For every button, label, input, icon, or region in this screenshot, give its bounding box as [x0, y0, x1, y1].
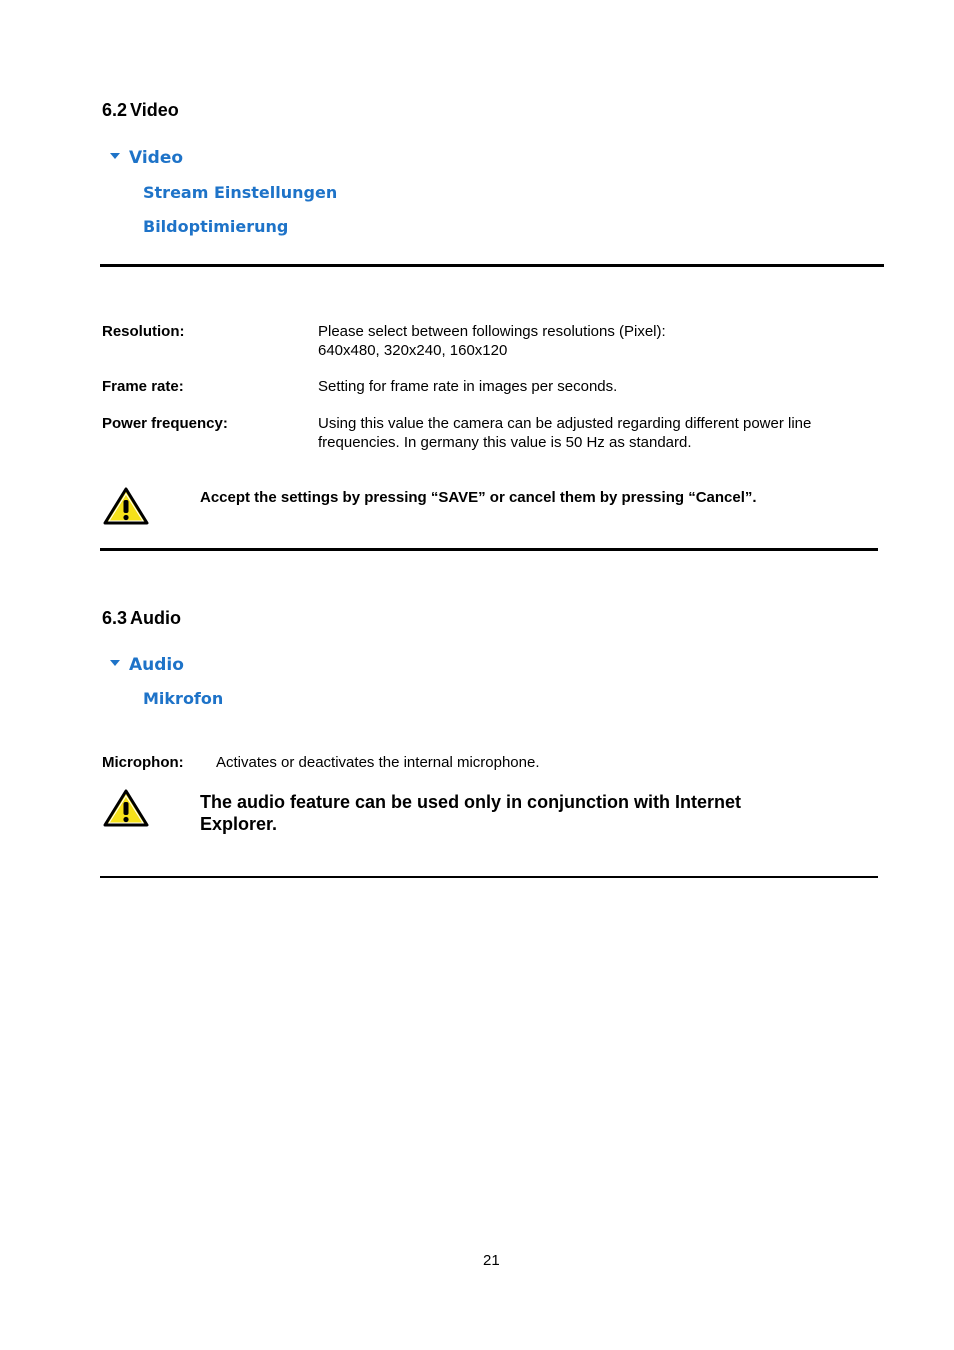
row-desc-microphon: Activates or deactivates the internal microphone. — [216, 754, 540, 771]
chevron-down-icon — [110, 660, 120, 666]
desc-line: Using this value the camera can be adjusted regarding different power line — [318, 415, 812, 432]
menu-audio-label: Audio — [129, 655, 184, 675]
section-number: 6.3 — [102, 608, 128, 628]
row-desc-resolution — [318, 322, 666, 360]
warning-triangle-icon — [103, 789, 149, 827]
menu-item-stream-einstellungen[interactable]: Stream Einstellungen — [143, 183, 338, 202]
section-heading-audio — [102, 608, 181, 629]
menu-audio[interactable] — [110, 655, 184, 675]
divider — [100, 264, 884, 267]
divider — [100, 548, 878, 551]
menu-video[interactable] — [110, 148, 183, 168]
row-label-frame-rate: Frame rate: — [102, 378, 184, 395]
desc-line: frequencies. In germany this value is 50 Hz as standard. — [318, 434, 692, 451]
warning-line: Explorer. — [200, 814, 278, 834]
row-label-microphon: Microphon: — [102, 754, 184, 771]
section-heading-video — [102, 100, 179, 121]
menu-item-bildoptimierung[interactable]: Bildoptimierung — [143, 217, 289, 236]
section-title: Audio — [130, 608, 182, 628]
warning-line: The audio feature can be used only in conjunction with Internet — [200, 792, 742, 812]
desc-line: Setting for frame rate in images per seconds. — [318, 378, 618, 395]
row-label-power-frequency: Power frequency: — [102, 415, 228, 432]
menu-item-mikrofon[interactable]: Mikrofon — [143, 689, 224, 708]
warning-triangle-icon — [103, 487, 149, 525]
row-desc-frame-rate — [318, 377, 617, 396]
section-title: Video — [130, 100, 179, 120]
row-desc-power-frequency — [318, 414, 811, 452]
desc-line: 640x480, 320x240, 160x120 — [318, 342, 508, 359]
divider — [100, 876, 878, 878]
menu-video-label: Video — [129, 148, 184, 168]
desc-line: Please select between followings resolutions (Pixel): — [318, 323, 666, 340]
row-label-resolution: Resolution: — [102, 323, 185, 340]
warning-audio-ie — [200, 791, 840, 835]
warning-save-cancel: Accept the settings by pressing “SAVE” or cancel them by pressing “Cancel”. — [200, 489, 757, 506]
page-number: 21 — [483, 1252, 500, 1269]
chevron-down-icon — [110, 153, 120, 159]
section-number: 6.2 — [102, 100, 128, 120]
